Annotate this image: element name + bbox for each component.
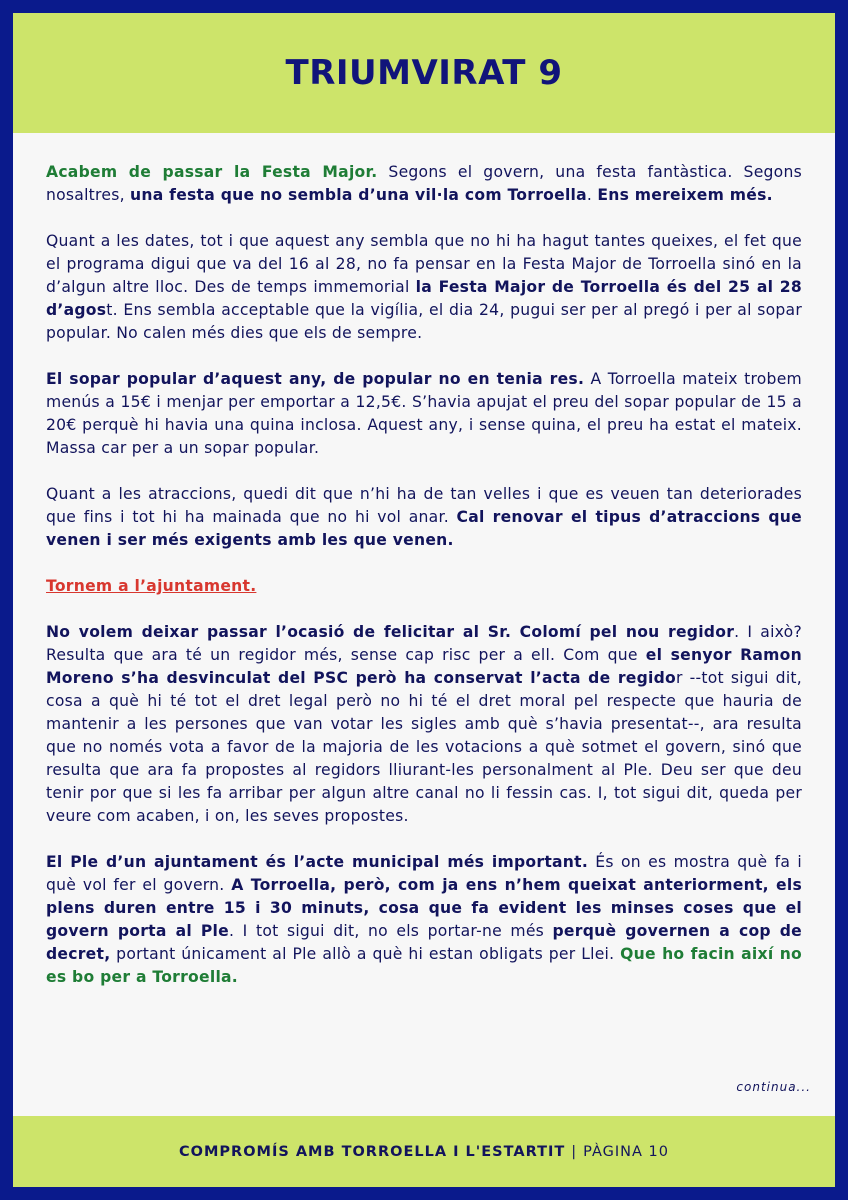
text-run: . bbox=[586, 186, 598, 204]
text-run: r --tot sigui dit, cosa a què hi té tot el dret legal però no hi té el dret moral pel respecte que hauria de mantenir a les persones que van votar les sigles amb què s’havia presentat--, ara resulta que no només vota a favor de la majoria de les votacions a què sotmet el govern, sinó que resulta que ara fa propostes al regidors lliurant-les personalment al Ple. Deu ser que deu tenir por que si les fa arribar per algun altre canal no li fessin cas. I, tot sigui dit, queda per veure com acaben, i on, les seves propostes. bbox=[46, 669, 802, 825]
paragraph bbox=[46, 368, 802, 460]
text-run: Quant a les dates, tot i que aquest any sembla que no hi ha hagut tantes queixes, el fet que el programa digui que va del 16 al 28, no fa pensar en la Festa Major de Torroella sinó en la d’algun altre lloc. Des de temps immemorial bbox=[46, 232, 802, 296]
emphasized-text: Tornem a l’ajuntament. bbox=[46, 577, 257, 595]
continue-note: continua... bbox=[736, 1080, 811, 1094]
text-run: A Torroella mateix trobem menús a 15€ i menjar per emportar a 12,5€. S’havia apujat el preu del sopar popular de 15 a 20€ perquè hi havia una quina inclosa. Aquest any, i sense quina, el preu ha estat el mateix. Massa car per a un sopar popular. bbox=[46, 370, 802, 457]
footer-separator: | bbox=[571, 1143, 578, 1160]
emphasized-text: El sopar popular d’aquest any, de popular no en tenia res. bbox=[46, 370, 585, 388]
text-run: portant únicament al Ple allò a què hi estan obligats per Llei. bbox=[110, 945, 621, 963]
text-run: És on es mostra què fa i què vol fer el govern. bbox=[46, 853, 802, 894]
paragraph bbox=[46, 621, 802, 828]
emphasized-text: A Torroella, però, com ja ens n’hem queixat anteriorment, els plens duren entre 15 i 30 minuts, cosa que fa evident les minses coses que el govern porta al Ple bbox=[46, 876, 803, 940]
emphasized-text: El Ple d’un ajuntament és l’acte municipal més important. bbox=[46, 853, 589, 871]
text-run: . I això? Resulta que ara té un regidor més, sense cap risc per a ell. Com que bbox=[46, 623, 802, 664]
text-run: t. Ens sembla acceptable que la vigília, el dia 24, pugui ser per al pregó i per al sopar popular. No calen més dies que els de sempre. bbox=[46, 301, 802, 342]
header-band bbox=[13, 13, 835, 133]
page bbox=[13, 13, 835, 1187]
footer-publication: COMPROMÍS AMB TORROELLA I L'ESTARTIT bbox=[179, 1143, 566, 1160]
paragraph bbox=[46, 575, 802, 598]
article-body bbox=[46, 161, 802, 1012]
paragraph bbox=[46, 161, 802, 207]
emphasized-text: el senyor Ramon Moreno s’ha desvinculat del PSC però ha conservat l’acta de regido bbox=[46, 646, 802, 687]
emphasized-text: No volem deixar passar l’ocasió de felicitar al Sr. Colomí pel nou regidor bbox=[46, 623, 735, 641]
page-title: TRIUMVIRAT 9 bbox=[285, 53, 563, 93]
emphasized-text: la Festa Major de Torroella és del 25 al 28 d’agos bbox=[46, 278, 802, 319]
emphasized-text: Ens mereixem més. bbox=[597, 186, 773, 204]
paragraph bbox=[46, 230, 802, 345]
paragraph bbox=[46, 851, 802, 989]
emphasized-text: Que ho facin així no es bo per a Torroella. bbox=[46, 945, 803, 986]
paragraph bbox=[46, 483, 802, 552]
emphasized-text: una festa que no sembla d’una vil·la com Torroella bbox=[130, 186, 587, 204]
text-run: . I tot sigui dit, no els portar-ne més bbox=[228, 922, 553, 940]
text-run: Quant a les atraccions, quedi dit que n’hi ha de tan velles i que es veuen tan deteriorades que fins i tot hi ha mainada que no hi vol anar. bbox=[46, 485, 802, 526]
emphasized-text: perquè governen a cop de decret, bbox=[46, 922, 802, 963]
emphasized-text: Cal renovar el tipus d’atraccions que venen i ser més exigents amb les que venen. bbox=[46, 508, 802, 549]
text-run: Segons el govern, una festa fantàstica. Segons nosaltres, bbox=[46, 163, 802, 204]
emphasized-text: Acabem de passar la Festa Major. bbox=[46, 163, 378, 181]
footer-band bbox=[13, 1116, 835, 1187]
page-number: PÀGINA 10 bbox=[583, 1143, 669, 1160]
